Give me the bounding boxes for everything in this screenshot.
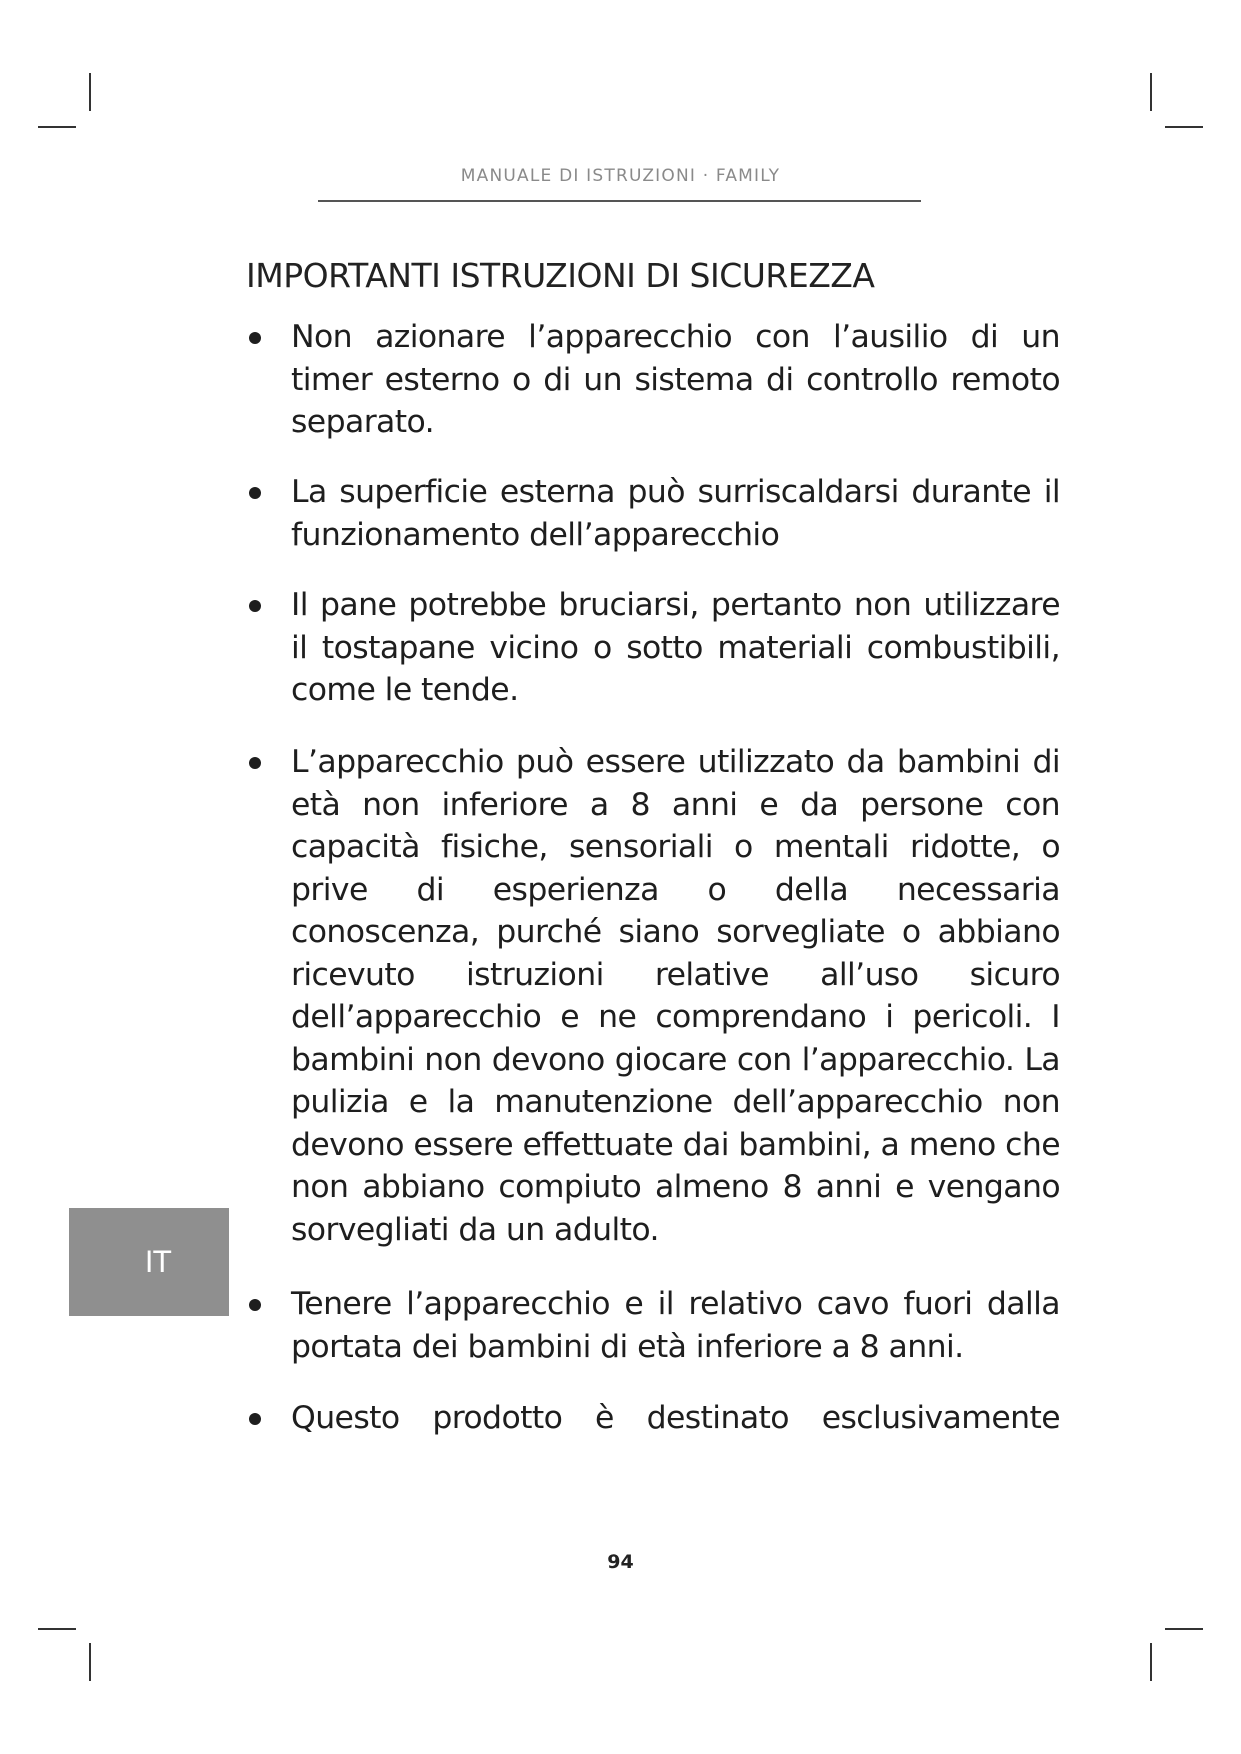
bullet-icon xyxy=(249,1413,261,1425)
crop-mark-top-left-vertical xyxy=(89,73,91,111)
list-item-text: La superficie esterna può surriscaldarsi durante il funzionamento dell’apparecchio xyxy=(291,474,1060,553)
bullet-icon xyxy=(249,757,261,769)
list-item xyxy=(246,741,1060,1251)
crop-mark-bottom-right-vertical xyxy=(1150,1643,1152,1681)
bullet-icon xyxy=(249,1299,261,1311)
list-item xyxy=(246,1283,1060,1368)
list-item-text: Tenere l’apparecchio e il relativo cavo fuori dalla portata dei bambini di età inferiore a 8 anni. xyxy=(291,1286,1060,1365)
crop-mark-bottom-right-horizontal xyxy=(1165,1628,1203,1630)
list-item-text: Il pane potrebbe bruciarsi, pertanto non utilizzare il tostapane vicino o sotto materiali combustibili, come le tende. xyxy=(291,587,1060,708)
language-tab: IT xyxy=(69,1208,229,1316)
list-item xyxy=(246,1397,1060,1440)
running-header: MANUALE DI ISTRUZIONI · FAMILY xyxy=(460,166,781,186)
section-title: IMPORTANTI ISTRUZIONI DI SICUREZZA xyxy=(246,256,875,295)
crop-mark-top-right-horizontal xyxy=(1165,126,1203,128)
page-number: 94 xyxy=(607,1551,634,1573)
bullet-icon xyxy=(249,332,261,344)
bullet-icon xyxy=(249,487,261,499)
crop-mark-top-left-horizontal xyxy=(38,126,76,128)
list-item xyxy=(246,316,1060,444)
list-item xyxy=(246,584,1060,712)
list-item-text: L’apparecchio può essere utilizzato da bambini di età non inferiore a 8 anni e da persone con capacità fisiche, sensoriali o mentali ridotte, o prive di esperienza o della necessaria conoscenza, purché siano sorvegliate o abbiano ricevuto istruzioni relative all’uso sicuro dell’apparecchio e ne comprendano i pericoli. I bambini non devono giocare con l’apparecchio. La pulizia e la manutenzione dell’apparecchio non devono essere effettuate dai bambini, a meno che non abbiano compiuto almeno 8 anni e vengano sorvegliati da un adulto. xyxy=(291,744,1060,1248)
crop-mark-bottom-left-vertical xyxy=(89,1643,91,1681)
header-divider xyxy=(318,200,921,202)
list-item-text: Non azionare l’apparecchio con l’ausilio di un timer esterno o di un sistema di controllo remoto separato. xyxy=(291,319,1060,440)
crop-mark-top-right-vertical xyxy=(1150,73,1152,111)
list-item-text: Questo prodotto è destinato esclusivamente xyxy=(291,1400,1060,1436)
bullet-icon xyxy=(249,600,261,612)
crop-mark-bottom-left-horizontal xyxy=(38,1628,76,1630)
list-item xyxy=(246,471,1060,556)
